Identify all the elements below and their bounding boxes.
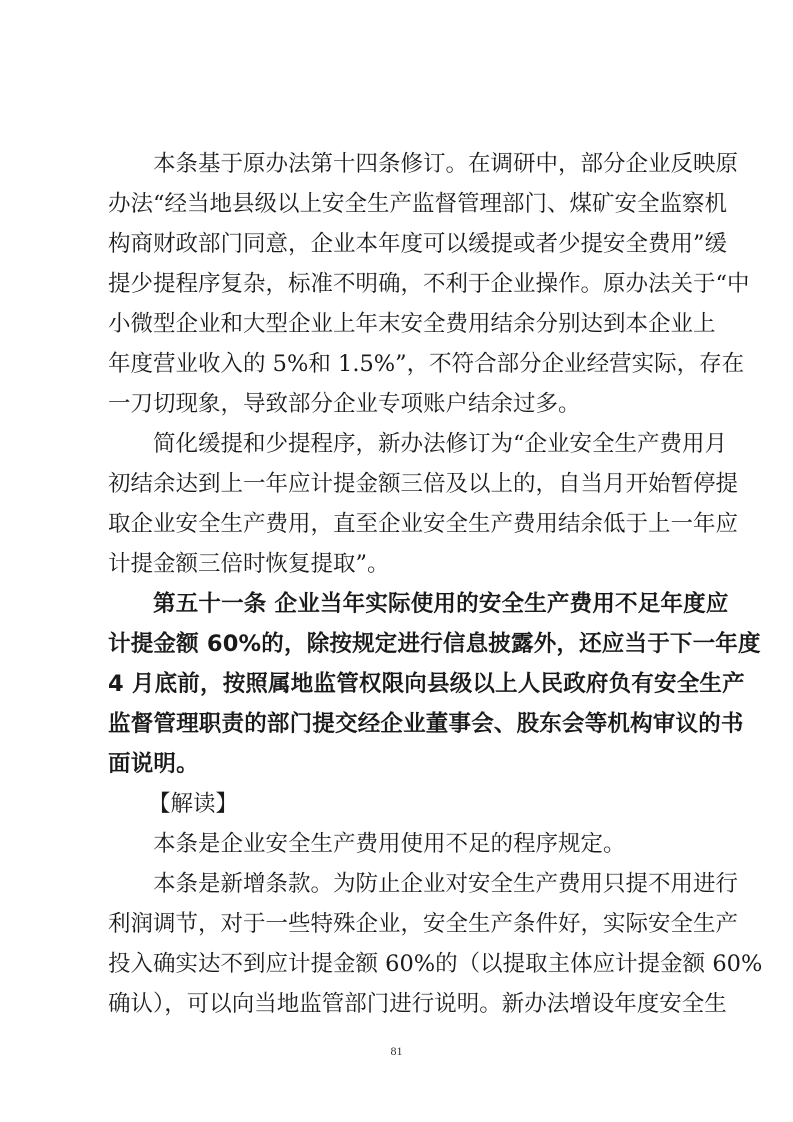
page-number: 81 — [390, 1044, 403, 1058]
paragraph-line: 确认），可以向当地监管部门进行说明。新办法增设年度安全生 — [108, 991, 727, 1017]
paragraph-line: 构商财政部门同意，企业本年度可以缓提或者少提安全费用”缓 — [108, 231, 728, 257]
paragraph-line: 一刀切现象，导致部分企业专项账户结余过多。 — [108, 391, 581, 417]
paragraph-line: 本条基于原办法第十四条修订。在调研中，部分企业反映原 — [153, 151, 739, 177]
paragraph-line: 办法“经当地县级以上安全生产监督管理部门、煤矿安全监察机 — [108, 191, 728, 217]
paragraph-line: 取企业安全生产费用，直至企业安全生产费用结余低于上一年应 — [108, 511, 739, 537]
paragraph-line: 投入确实达不到应计提金额 60%的（以提取主体应计提金额 60% — [108, 951, 763, 977]
article-line: 计提金额 60%的，除按规定进行信息披露外，还应当于下一年度 — [108, 631, 761, 657]
paragraph-line: 初结余达到上一年应计提金额三倍及以上的，自当月开始暂停提 — [108, 471, 739, 497]
paragraph-line: 本条是企业安全生产费用使用不足的程序规定。 — [153, 831, 626, 857]
paragraph-line: 提少提程序复杂，标准不明确，不利于企业操作。原办法关于“中 — [108, 271, 750, 297]
article-line: 面说明。 — [108, 751, 199, 777]
article-line: 第五十一条 企业当年实际使用的安全生产费用不足年度应 — [153, 591, 729, 617]
paragraph-line: 计提金额三倍时恢复提取”。 — [108, 551, 390, 577]
paragraph-line: 利润调节，对于一些特殊企业，安全生产条件好，实际安全生产 — [108, 911, 739, 937]
paragraph-line: 简化缓提和少提程序，新办法修订为“企业安全生产费用月 — [153, 431, 728, 457]
paragraph-line: 年度营业收入的 5%和 1.5%”，不符合部分企业经营实际，存在 — [108, 351, 745, 377]
paragraph-line: 小微型企业和大型企业上年末安全费用结余分别达到本企业上 — [108, 311, 716, 337]
paragraph-line: 本条是新增条款。为防止企业对安全生产费用只提不用进行 — [153, 871, 739, 897]
interpretation-heading: 【解读】 — [148, 791, 239, 817]
article-line: 监督管理职责的部门提交经企业董事会、股东会等机构审议的书 — [108, 711, 744, 737]
article-line: 4 月底前，按照属地监管权限向县级以上人民政府负有安全生产 — [108, 671, 745, 697]
